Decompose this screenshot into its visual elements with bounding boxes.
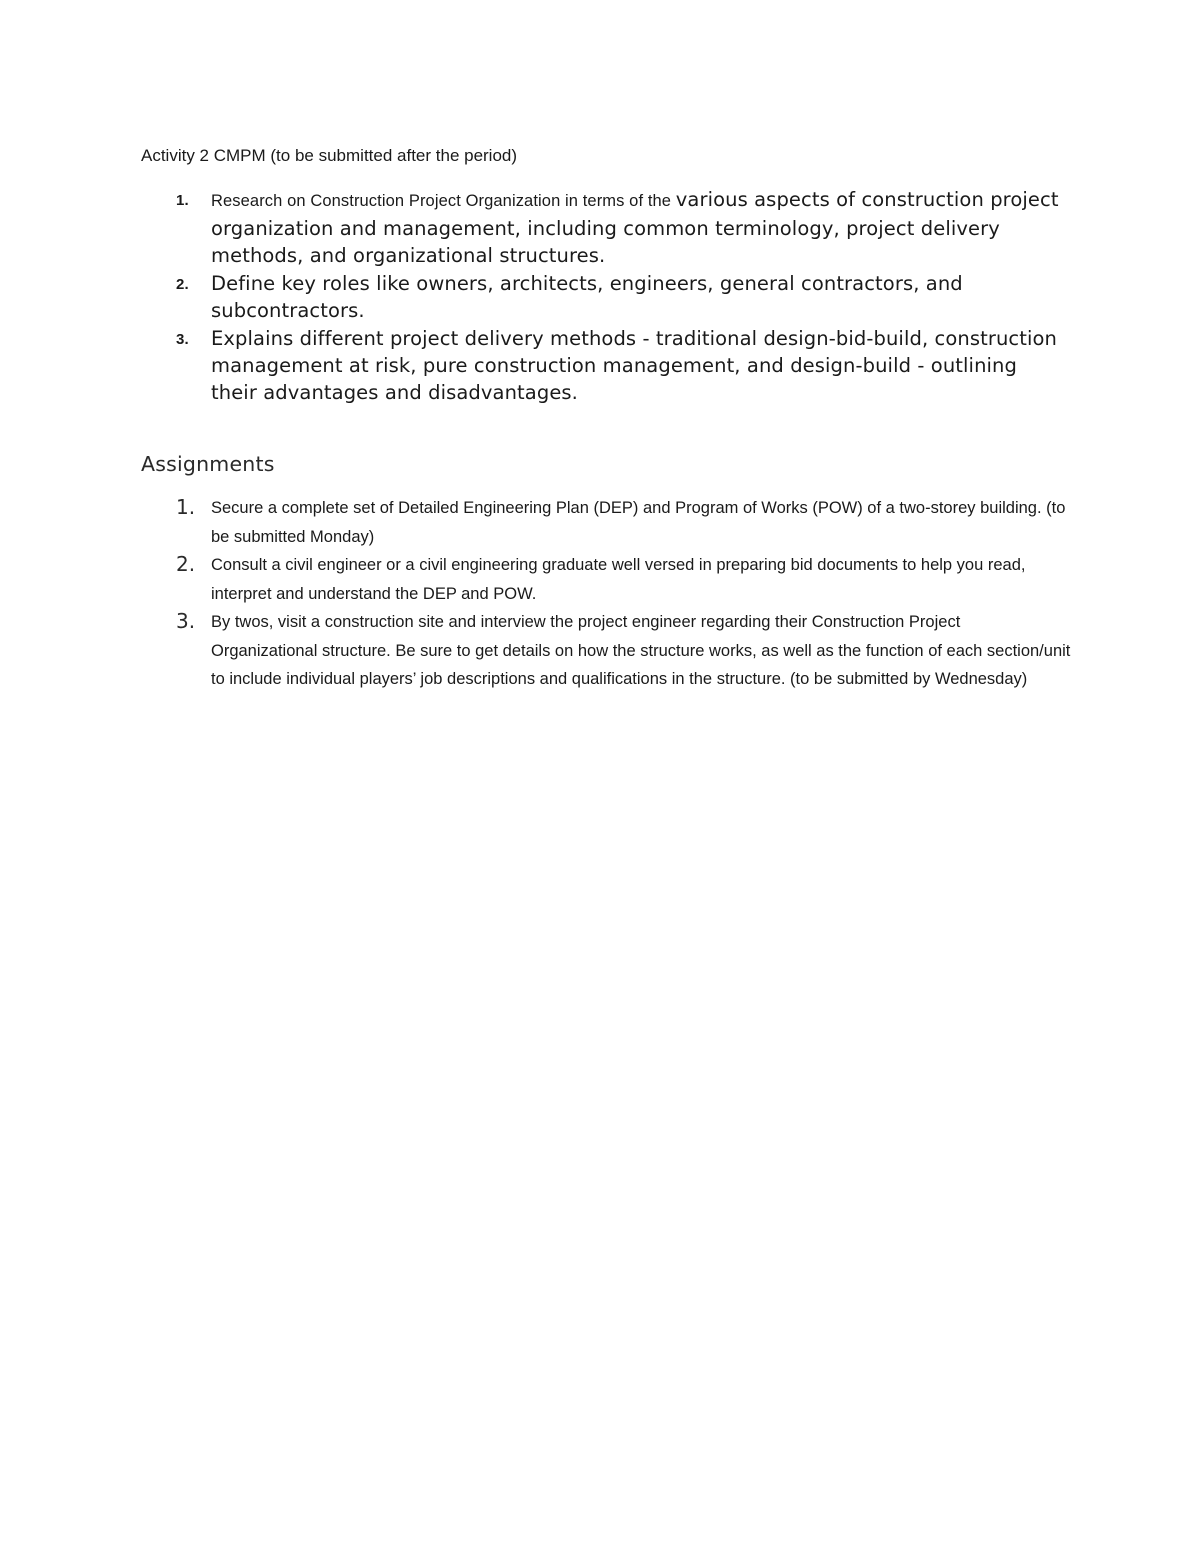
assignment-item-text: Secure a complete set of Detailed Engineering Plan (DEP) and Program of Works (POW) of a two-storey building. (to be submitted Monday) [211, 499, 1066, 546]
assignment-item-number: 2. [176, 552, 196, 576]
activity-item-number: 2. [176, 276, 189, 293]
assignment-item-number: 3. [176, 609, 196, 633]
activity-item-lead: Research on Construction Project Organization in terms of the [211, 192, 676, 210]
activity-item-2 [141, 270, 1061, 324]
activity-item-3 [141, 325, 1061, 406]
activity-item-number: 1. [176, 192, 189, 209]
activity-item-1 [141, 186, 1061, 269]
activity-item-text: Define key roles like owners, architects, engineers, general contractors, and subcontractors. [211, 272, 963, 322]
activity-list [141, 186, 1061, 407]
assignment-item-text: By twos, visit a construction site and interview the project engineer regarding their Construction Project Organizational structure. Be sure to get details on how the structure works, as well as the function of each section/unit to include individual players’ job descriptions and qualifications in the structure. (to be submitted by Wednesday) [211, 613, 1071, 688]
assignments-heading: Assignments [141, 452, 275, 476]
assignment-item-1 [141, 494, 1071, 551]
assignment-item-text: Consult a civil engineer or a civil engineering graduate well versed in preparing bid documents to help you read, interpret and understand the DEP and POW. [211, 556, 1026, 603]
assignment-item-number: 1. [176, 495, 196, 519]
assignment-item-2 [141, 551, 1071, 608]
activity-item-number: 3. [176, 331, 189, 348]
activity-title: Activity 2 CMPM (to be submitted after the period) [141, 146, 518, 165]
activity-item-text: Explains different project delivery methods - traditional design-bid-build, construction management at risk, pure construction management, and design-build - outlining their advantages and disadvantages. [211, 327, 1058, 404]
assignment-item-3 [141, 608, 1071, 694]
activity-item-text: various aspects of construction project organization and management, including common terminology, project delivery methods, and organizational structures. [211, 188, 1059, 267]
assignment-list [141, 494, 1071, 694]
